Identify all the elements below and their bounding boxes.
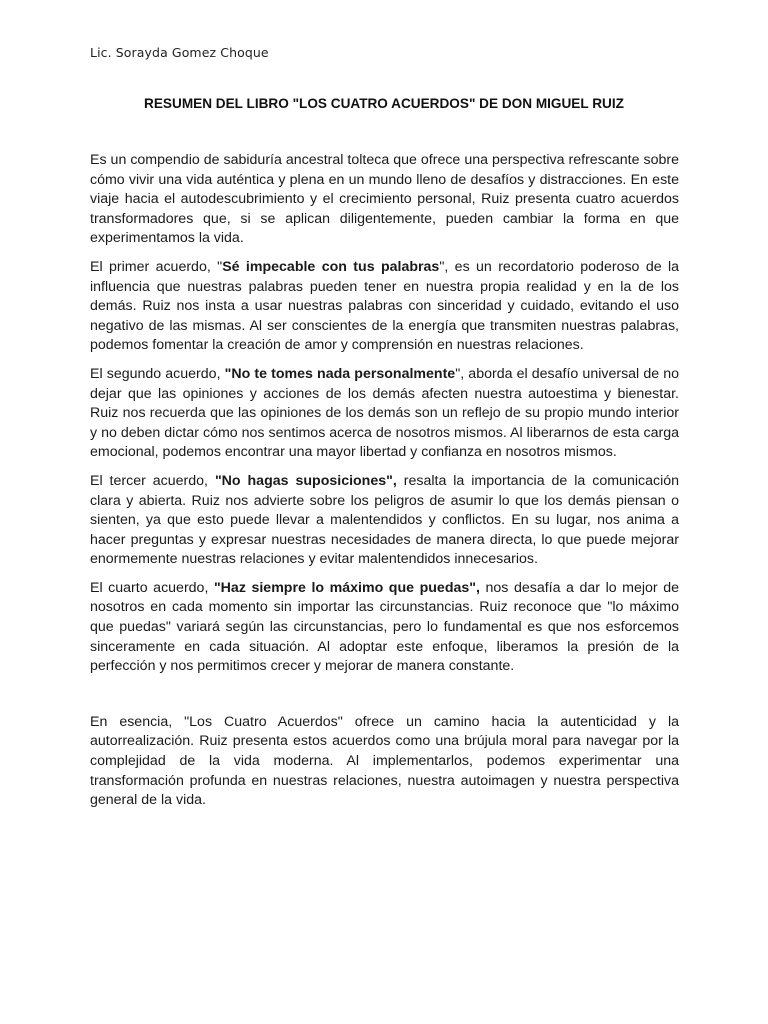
agreement-2-text: ", aborda el desafío universal de no dejar que las opiniones y acciones de los demás afecten nuestra autoestima y bienestar. Ruiz nos recuerda que las opiniones de los demás son un reflejo de su propio mundo interior y no deben dictar cómo nos sentimos acerca de nosotros mismos. Al liberarnos de esta carga emocional, podemos encontrar una mayor libertad y confianza en nosotros mismos. — [90, 365, 680, 461]
agreement-2-title: "No te tomes nada personalmente — [224, 365, 456, 382]
document-title: RESUMEN DEL LIBRO "LOS CUATRO ACUERDOS" DE DON MIGUEL RUIZ — [144, 96, 624, 111]
conclusion-paragraph: En esencia, "Los Cuatro Acuerdos" ofrece un camino hacia la autenticidad y la autorrealización. Ruiz presenta estos acuerdos como una brújula moral para navegar por la complejidad de la vida moderna. Al implementarlos, podemos experimentar una transformación profunda en nuestras relaciones, nuestra autoimagen y nuestra perspectiva general de la vida. — [90, 713, 679, 809]
agreement-paragraph-1 — [90, 258, 679, 356]
agreement-paragraph-2 — [90, 365, 679, 463]
document-body — [90, 151, 679, 820]
intro-paragraph: Es un compendio de sabiduría ancestral tolteca que ofrece una perspectiva refrescante sobre cómo vivir una vida auténtica y plena en un mundo lleno de desafíos y distracciones. En este viaje hacia el autodescubrimiento y el crecimiento personal, Ruiz presenta cuatro acuerdos transformadores que, si se aplican diligentemente, pueden cambiar la forma en que experimentamos la vida. — [90, 152, 679, 247]
agreement-1-text: ", es un recordatorio poderoso de la influencia que nuestras palabras pueden tener en nuestra propia realidad y en la de los demás. Ruiz nos insta a usar nuestras palabras con sinceridad y cuidado, evitando el uso negativo de las mismas. Al ser conscientes de la energía que transmiten nuestras palabras, podemos fomentar la creación de amor y comprensión en nuestras relaciones. — [90, 258, 680, 354]
agreement-3-title: "No hagas suposiciones", — [214, 472, 397, 489]
agreement-2-lead: El segundo acuerdo, — [90, 365, 225, 382]
agreement-4-text: nos desafía a dar lo mejor de nosotros en cada momento sin importar las circunstancias. Ruiz reconoce que "lo máximo que puedas" variará según las circunstancias, pero lo fundamental es que nos esforcemos sinceramente en cada situación. Al adoptar este enfoque, liberamos la presión de la perfección y nos permitimos crecer y mejorar de manera constante. — [90, 579, 679, 675]
author-name: Lic. Sorayda Gomez Choque — [90, 45, 269, 60]
agreement-paragraph-4 — [90, 579, 679, 677]
agreement-paragraph-3 — [90, 472, 679, 570]
agreement-4-lead: El cuarto acuerdo, — [90, 579, 214, 596]
agreement-1-lead: El primer acuerdo, " — [90, 258, 223, 275]
agreement-1-title: Sé impecable con tus palabras — [222, 258, 440, 275]
agreement-4-title: "Haz siempre lo máximo que puedas", — [213, 579, 480, 596]
agreement-3-lead: El tercer acuerdo, — [90, 472, 215, 489]
agreement-3-text: resalta la importancia de la comunicación clara y abierta. Ruiz nos advierte sobre los peligros de asumir lo que los demás piensan o sienten, ya que esto puede llevar a malentendidos y conflictos. En su lugar, nos anima a hacer preguntas y expresar nuestras necesidades de manera directa, lo que puede mejorar enormemente nuestras relaciones y evitar malentendidos innecesarios. — [90, 472, 680, 568]
